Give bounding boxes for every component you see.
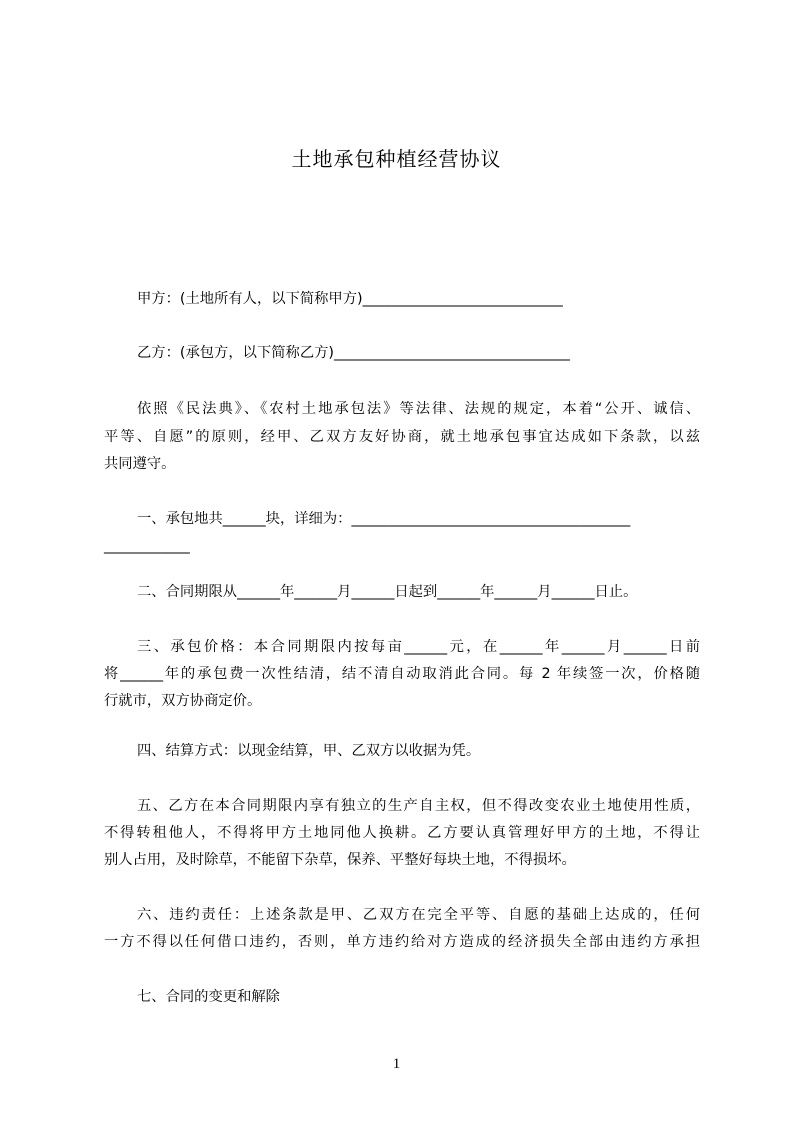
clause-5-line: 不得转租他人，不得将甲方土地同他人换耕。乙方要认真管理好甲方的土地，不得让 xyxy=(104,825,700,841)
preamble-line: 平等、自愿”的原则，经甲、乙双方友好协商，就土地承包事宜达成如下条款，以兹 xyxy=(104,429,700,445)
clause-7-heading: 七、合同的变更和解除 xyxy=(137,989,280,1005)
page-number: 1 xyxy=(392,1056,401,1072)
clause-6-line: 六、违约责任：上述条款是甲、乙双方在完全平等、自愿的基础上达成的，任何 xyxy=(137,907,700,923)
clause-5-line: 别人占用，及时除草，不能留下杂草，保养、平整好每块土地，不得损坏。 xyxy=(104,852,576,868)
party-a-line: 甲方：(土地所有人，以下简称甲方)____________________________ xyxy=(137,291,563,307)
clause-5-line: 五、乙方在本合同期限内享有独立的生产自主权，但不得改变农业土地使用性质， xyxy=(137,798,700,814)
party-b-line: 乙方：(承包方，以下简称乙方)_________________________________ xyxy=(137,345,570,361)
clause-3-line: 三、承包价格：本合同期限内按每亩______元，在______年______月______日前 xyxy=(137,639,700,655)
document-title: 土地承包种植经营协议 xyxy=(291,147,502,171)
preamble-line: 共同遵守。 xyxy=(104,456,176,472)
clause-3-line: 将______年的承包费一次性结清，结不清自动取消此合同。每 2 年续签一次，价格随 xyxy=(104,666,700,682)
preamble-line: 依照《民法典》、《农村土地承包法》等法律、法规的规定，本着“公开、诚信、 xyxy=(137,401,700,417)
clause-1-line: 一、承包地共______块，详细为：_______________________________________ xyxy=(137,511,631,527)
clause-6-line: 一方不得以任何借口违约，否则，单方违约给对方造成的经济损失全部由违约方承担 xyxy=(104,934,700,950)
clause-2-line: 二、合同期限从______年______月______日起到______年______月______日止。 xyxy=(137,584,638,600)
clause-4-line: 四、结算方式：以现金结算，甲、乙双方以收据为凭。 xyxy=(137,743,481,759)
clause-3-line: 行就市，双方协商定价。 xyxy=(104,693,262,709)
clause-1-line: ____________ xyxy=(104,538,190,554)
